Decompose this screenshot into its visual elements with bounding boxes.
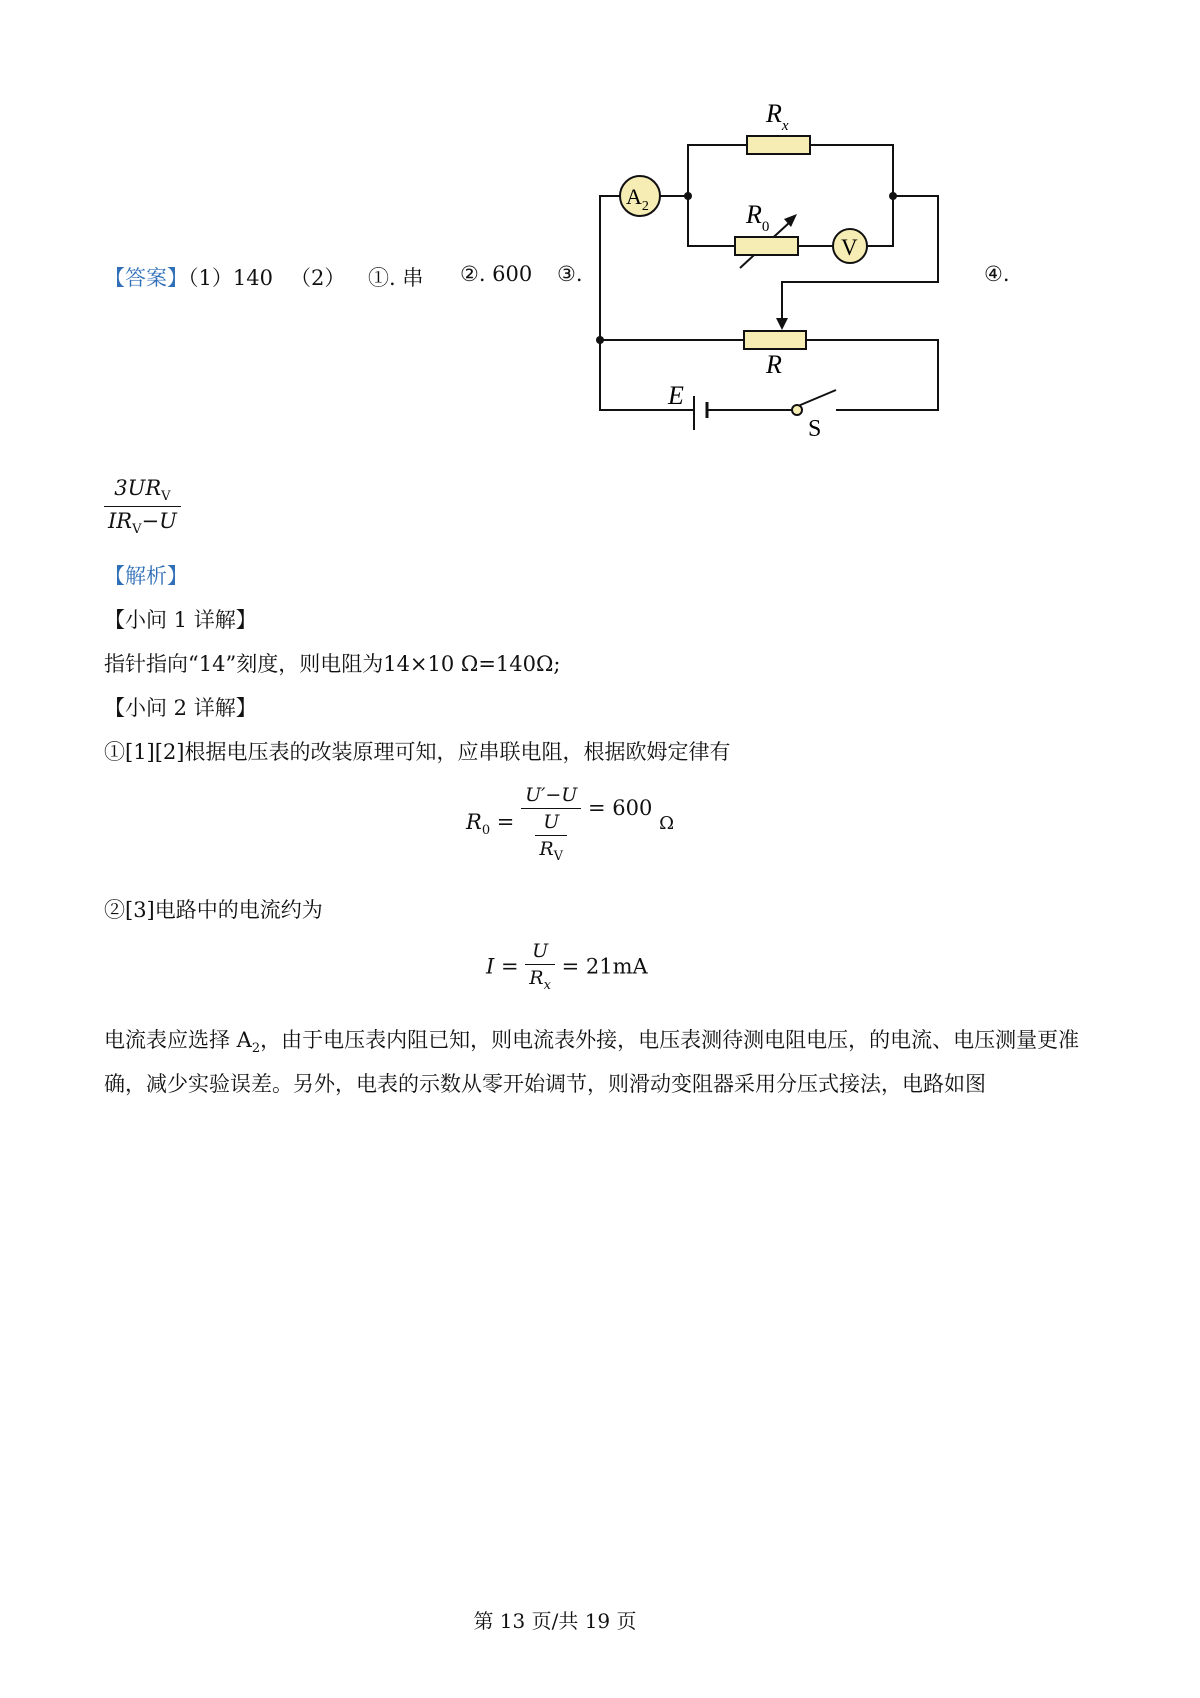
rheostat [744, 331, 806, 349]
answer-part2: （2） [290, 266, 346, 290]
circuit-diagram [580, 88, 980, 448]
voltmeter-label: V [841, 235, 858, 260]
ammeter-label: $A_2$ [626, 184, 649, 214]
answer-blank2: ②. 600 [460, 262, 533, 286]
answer-part1: （1）140 [188, 266, 273, 290]
battery-label: E [668, 381, 684, 410]
answer-tag: 【答案】 [104, 266, 188, 290]
q2-title: 【小问 2 详解】 [104, 696, 257, 720]
q1-title: 【小问 1 详解】 [104, 608, 257, 632]
equation-current: I = $\frac{U}{R_x}$ = 21mA [486, 940, 648, 993]
rheostat-label: R [766, 350, 782, 379]
switch-label: S [808, 416, 822, 442]
rx-label: $R_x$ [766, 99, 789, 134]
r0-label: $R_0$ [746, 200, 770, 235]
analysis-tag: 【解析】 [104, 564, 188, 588]
answer-blank3: ③. [557, 262, 583, 286]
q2-text3: 电流表应选择 $A_2$，由于电压表内阻已知，则电流表外接，电压表测待测电阻电压，的电流、电压测量更准 [104, 1028, 1080, 1057]
q1-text: 指针指向“14”刻度，则电阻为14×10 Ω=140Ω; [104, 652, 561, 676]
answer-blank4: ④. [984, 262, 1010, 286]
q2-text2: ②[3]电路中的电流约为 [104, 898, 323, 922]
resistor-rx [747, 136, 810, 154]
answer-formula: $\frac{3UR_V}{IR_V-U}$ [104, 476, 181, 537]
page-number: 第 13 页/共 19 页 [473, 1609, 637, 1633]
switch-icon [792, 405, 802, 415]
equation-r0: $R_0$ = $\frac{U'-U}{\frac{U}{R_V}}$ = 600 Ω [466, 784, 674, 864]
answer-blank1: ①. 串 [368, 266, 424, 290]
q2-text1: ①[1][2]根据电压表的改装原理可知，应串联电阻，根据欧姆定律有 [104, 740, 731, 764]
resistor-r0 [735, 237, 798, 255]
q2-text4: 确，减少实验误差。另外，电表的示数从零开始调节，则滑动变阻器采用分压式接法，电路如图 [104, 1072, 986, 1096]
